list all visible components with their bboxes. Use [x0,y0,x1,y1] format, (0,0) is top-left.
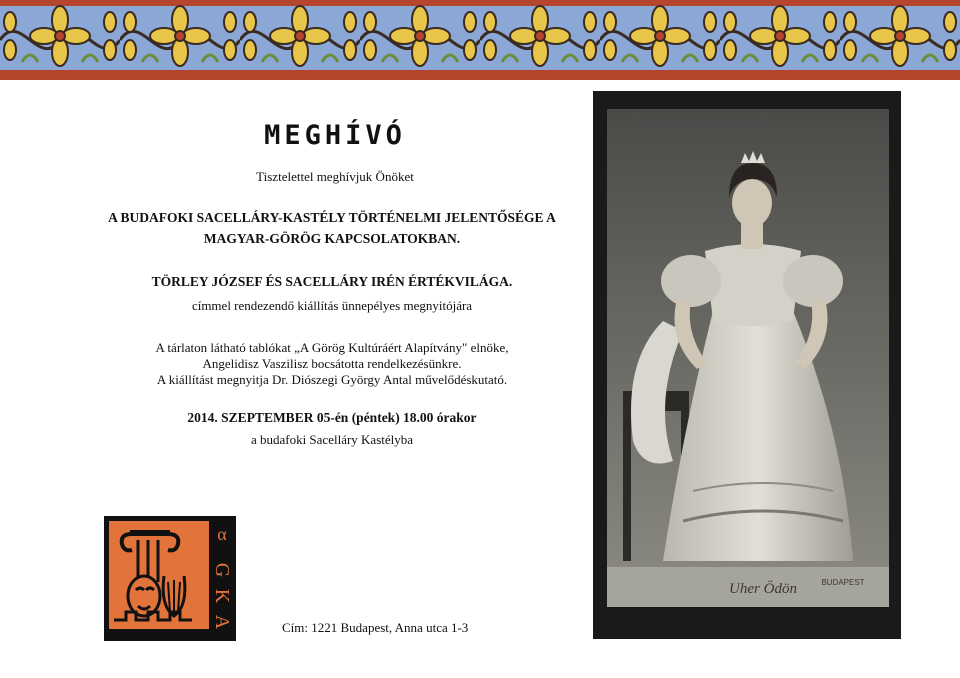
event-datetime: 2014. SZEPTEMBER 05-én (péntek) 18.00 órakor [187,410,477,425]
logo-alpha: α [217,524,227,544]
greeting-line: Tisztelettel meghívjuk Önöket [256,169,414,184]
logo-letter-k: K [211,588,233,604]
invitation-text [92,120,572,448]
foundation-logo [104,516,236,641]
invitation-title: MEGHÍVÓ [264,120,406,151]
photo-studio-city: BUDAPEST [821,578,865,587]
vintage-portrait-photo [593,91,901,639]
logo-letter-g: G [211,562,233,578]
details-line-2: Angelidisz Vaszilisz bocsátotta rendelkezésünkre. [202,356,462,371]
details-line-1: A tárlaton látható tablókat „A Görög Kultúráért Alapítvány" elnöke, [155,340,509,355]
event-headline [92,207,572,249]
exhibition-caption: címmel rendezendő kiállítás ünnepélyes megnyitójára [191,298,473,313]
headline-line-1: A BUDAFOKI SACELLÁRY-KASTÉLY TÖRTÉNELMI JELENTŐSÉGE A [108,210,556,225]
exhibition-title: TÖRLEY JÓZSEF ÉS SACELLÁRY IRÉN ÉRTÉKVILÁGA. [151,274,513,289]
exhibition-details [92,340,572,388]
photo-studio-signature: Uher Ödön [729,581,797,597]
venue-address: Cím: 1221 Budapest, Anna utca 1-3 [282,620,469,635]
stained-glass-banner [0,0,960,80]
logo-letter-a: A [211,614,233,630]
headline-line-2: MAGYAR-GÖRÖG KAPCSOLATOKBAN. [203,231,461,246]
event-venue: a budafoki Sacelláry Kastélyba [250,432,414,447]
details-line-3: A kiállítást megnyitja Dr. Diószegi György Antal művelődéskutató. [156,372,508,387]
